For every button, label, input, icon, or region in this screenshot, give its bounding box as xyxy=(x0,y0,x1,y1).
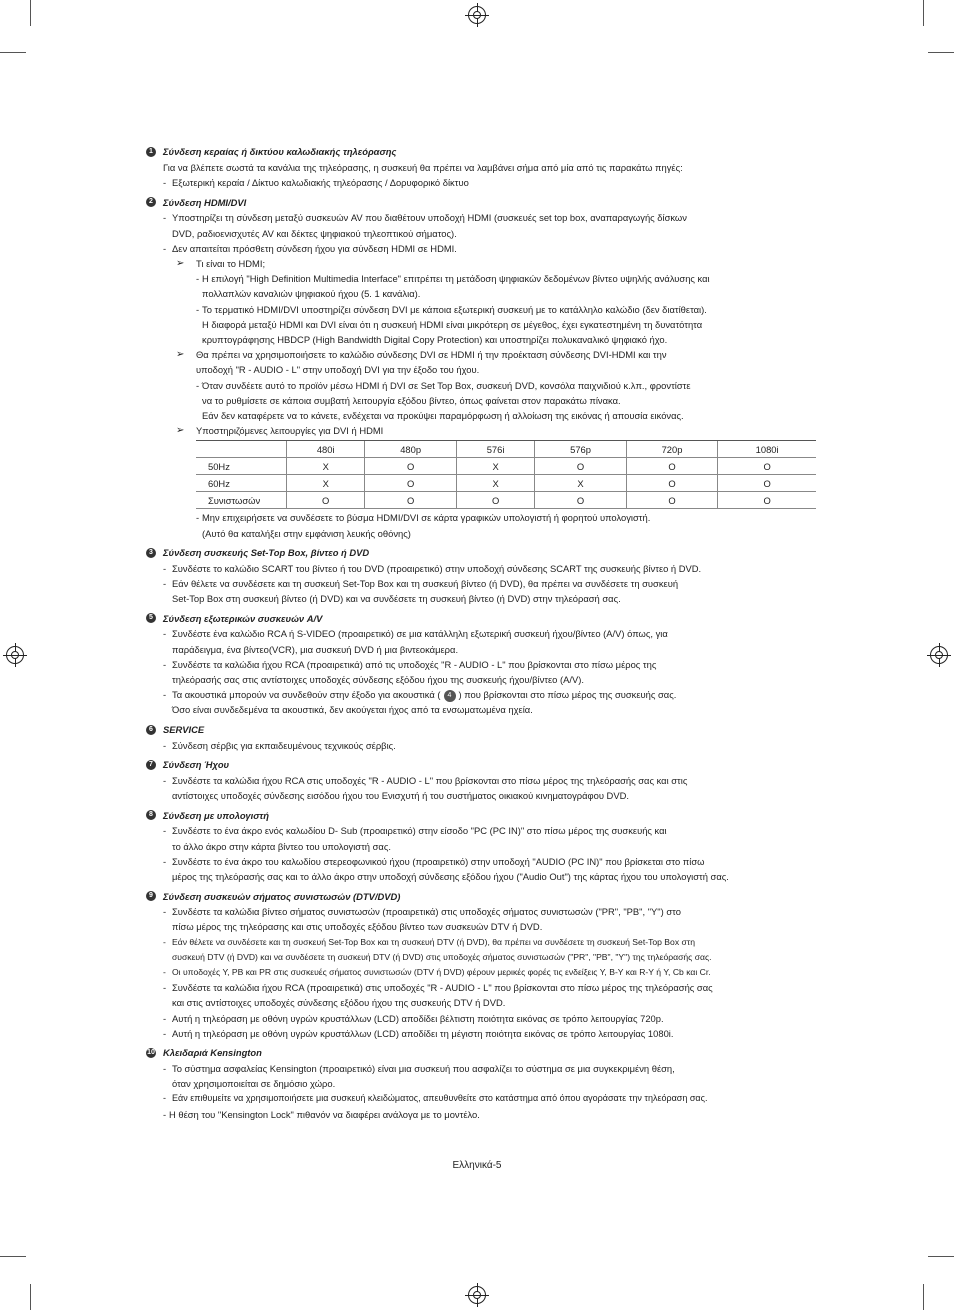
section-kensington xyxy=(146,1045,826,1122)
bullet-continuation: παράδειγμα, ένα βίντεο(VCR), μια συσκευή DVD ή μια βιντεοκάμερα. xyxy=(172,643,459,655)
crop-mark xyxy=(0,52,26,53)
section-number: 6 xyxy=(146,725,156,735)
table-cell: O xyxy=(535,458,626,475)
section-hdmi xyxy=(146,194,826,540)
registration-mark-right xyxy=(930,646,948,664)
table-header-cell: 576i xyxy=(456,441,534,458)
registration-mark-top xyxy=(468,6,486,24)
section-title: Σύνδεση Ήχου xyxy=(163,759,230,771)
bullet-item: - Συνδέστε τα καλώδια ήχου RCA (προαιρετικά) στις υποδοχές "R - AUDIO - L" που βρίσκονται στο πίσω μέρος της τηλεόρασής σας xyxy=(163,982,713,994)
bullet-continuation: πίσω μέρος της τηλεόρασης και στις υποδοχές εξόδου βίντεο των συσκευών DTV ή DVD. xyxy=(172,921,543,933)
table-cell: O xyxy=(626,475,717,492)
table-cell: X xyxy=(456,475,534,492)
bullet-continuation: αντίστοιχες υποδοχές σύνδεσης εισόδου ήχου του Ενισχυτή ή του συστήματος οικιακού κινηματογράφου DVD. xyxy=(172,790,629,802)
section-number: 5 xyxy=(146,613,156,623)
table-cell: O xyxy=(535,492,626,509)
section-number: 3 xyxy=(146,548,156,558)
table-cell: 50Hz xyxy=(196,458,287,475)
bullet-item: - Συνδέστε τα καλώδια βίντεο σήματος συνιστωσών (προαιρετικά) στις υποδοχές σήματος συνιστωσών ("PR", "PB", "Y") στο xyxy=(163,906,681,918)
section-title: Σύνδεση με υπολογιστή xyxy=(163,809,269,821)
section-external-av xyxy=(146,610,826,717)
bullet-item: - Τα ακουστικά μπορούν να συνδεθούν στην έξοδο για ακουστικά ( 4 ) που βρίσκονται στο πίσω μέρος της συσκευής σας. xyxy=(163,689,677,701)
note-item: ➢ Υποστηριζόμενες λειτουργίες για DVI ή HDMI xyxy=(146,423,826,438)
section-settopbox xyxy=(146,545,826,607)
crop-mark xyxy=(30,0,31,26)
section-number: 8 xyxy=(146,810,156,820)
note-line: Η διαφορά μεταξύ HDMI και DVI είναι ότι η συσκευή HDMI είναι μικρότερη σε μέγεθος, έχει εγκατεστημένη τη δυνατότητα xyxy=(202,318,703,330)
bullet-continuation: όταν χρησιμοποιείται σε δημόσιο χώρο. xyxy=(172,1078,336,1090)
paragraph: Για να βλέπετε σωστά τα κανάλια της τηλεόρασης, η συσκευή θα πρέπει να λαμβάνει σήμα από μία από τις παρακάτω πηγές: xyxy=(163,162,683,173)
page-number: Ελληνικά-5 xyxy=(452,1160,502,1171)
note-line: - Μην επιχειρήσετε να συνδέσετε το βύσμα HDMI/DVI σε κάρτα γραφικών υπολογιστή ή φορητού υπολογιστή. xyxy=(196,512,651,524)
crop-mark xyxy=(928,52,954,53)
table-cell: 60Hz xyxy=(196,475,287,492)
note-line: υποδοχή "R - AUDIO - L" στην υποδοχή DVI για την έξοδο του ήχου. xyxy=(196,364,480,376)
table-cell: X xyxy=(456,458,534,475)
bullet-item: - Οι υποδοχές Y, PB και PR στις συσκευές σήματος συνιστωσών (DTV ή DVD) φέρουν μερικές φορές τις ενδείξεις Y, B-Y και R-Y ή Y, Cb και Cr. xyxy=(163,966,711,977)
crop-mark xyxy=(928,1256,954,1257)
table-cell: O xyxy=(365,492,456,509)
section-title: Σύνδεση συσκευών σήματος συνιστωσών (DTV/DVD) xyxy=(163,890,401,902)
bullet-item: - Αυτή η τηλεόραση με οθόνη υγρών κρυστάλλων (LCD) αποδίδει βέλτιστη ποιότητα εικόνας σε τρόπο λειτουργίας 720p. xyxy=(163,1012,664,1024)
note-item: ➢ Τι είναι το HDMI; xyxy=(146,256,826,271)
table-header-cell xyxy=(196,441,287,458)
table-header-cell: 1080i xyxy=(718,441,816,458)
section-antenna xyxy=(146,144,826,190)
table-cell: O xyxy=(718,458,816,475)
table-cell: Συνιστωσών xyxy=(196,492,287,509)
note-line: - Η επιλογή "High Definition Multimedia Interface" επιτρέπει τη μετάδοση ψηφιακών δεδομένων βίντεο υψηλής ανάλυσης και xyxy=(196,273,710,285)
section-number: 7 xyxy=(146,760,156,770)
bullet-item: - Συνδέστε ένα καλώδιο RCA ή S-VIDEO (προαιρετικό) σε μια κατάλληλη εξωτερική συσκευή ήχου/βίντεο (A/V) όπως, για xyxy=(163,628,668,640)
table-cell: O xyxy=(456,492,534,509)
note-arrow-icon: ➢ xyxy=(176,349,185,361)
section-title: Σύνδεση κεραίας ή δικτύου καλωδιακής τηλεόρασης xyxy=(163,146,397,158)
bullet-item: - Η θέση του "Kensington Lock" πιθανόν να διαφέρει ανάλογα με το μοντέλο. xyxy=(163,1108,480,1120)
bullet-item: - Συνδέστε το ένα άκρο του καλωδίου στερεοφωνικού ήχου (προαιρετικό) στην υποδοχή "AUDIO (PC IN)" που βρίσκεται στο πίσω xyxy=(163,855,705,867)
table-cell: O xyxy=(626,458,717,475)
section-number: 9 xyxy=(146,891,156,901)
supported-modes-table xyxy=(196,440,816,509)
table-header-cell: 720p xyxy=(626,441,717,458)
section-title: Κλειδαριά Kensington xyxy=(163,1047,262,1059)
note-line: - Όταν συνδέετε αυτό το προϊόν μέσω HDMI ή DVI σε Set Top Box, συσκευή DVD, κονσόλα παιχνιδιού κ.λπ., φροντίστε xyxy=(196,379,691,391)
table-cell: X xyxy=(535,475,626,492)
registration-mark-left xyxy=(6,646,24,664)
table-row xyxy=(196,475,816,492)
table-cell: O xyxy=(287,492,365,509)
section-title: SERVICE xyxy=(163,724,205,736)
note-line: κρυπτογράφησης HBDCP (High Bandwidth Digital Copy Protection) και υποστηρίζει πολυκαναλικό ψηφιακό ήχο. xyxy=(202,334,668,346)
note-item: ➢ Θα πρέπει να χρησιμοποιήσετε το καλώδιο σύνδεσης DVI σε HDMI ή την προέκταση σύνδεσης DVI-HDMI και την xyxy=(146,347,826,362)
table-cell: O xyxy=(718,492,816,509)
crop-mark xyxy=(0,1256,26,1257)
bullet-item: - Δεν απαιτείται πρόσθετη σύνδεση ήχου για σύνδεση HDMI σε HDMI. xyxy=(163,242,457,254)
registration-mark-bottom xyxy=(468,1286,486,1304)
bullet-item: - Συνδέστε το ένα άκρο ενός καλωδίου D- Sub (προαιρετικό) στην είσοδο "PC (PC IN)" στο πίσω μέρος της συσκευής και xyxy=(163,825,667,837)
section-title: Σύνδεση εξωτερικών συσκευών A/V xyxy=(163,612,323,624)
crop-mark xyxy=(923,1284,924,1310)
note-arrow-icon: ➢ xyxy=(176,425,185,437)
section-title: Σύνδεση HDMI/DVI xyxy=(163,196,247,208)
table-cell: X xyxy=(287,458,365,475)
table-cell: O xyxy=(365,458,456,475)
note-line: πολλαπλών καναλιών ψηφιακού ήχου (5. 1 κανάλια). xyxy=(202,288,421,300)
bullet-continuation: Όσο είναι συνδεδεμένα τα ακουστικά, δεν ακούγεται ήχος από τα ενσωματωμένα ηχεία. xyxy=(172,704,533,716)
section-service xyxy=(146,722,826,753)
bullet-item: - Συνδέστε τα καλώδια ήχου RCA στις υποδοχές "R - AUDIO - L" που βρίσκονται στο πίσω μέρος της τηλεόρασής σας και στις xyxy=(163,774,688,786)
bullet-item: - Εξωτερική κεραία / Δίκτυο καλωδιακής τηλεόρασης / Δορυφορικό δίκτυο xyxy=(163,177,469,189)
bullet-item: - Το σύστημα ασφαλείας Kensington (προαιρετικό) είναι μια συσκευή που ασφαλίζει το σύστημα σε μια συγκεκριμένη θέση, xyxy=(163,1062,675,1074)
crop-mark xyxy=(30,1284,31,1310)
note-line: - Το τερματικό HDMI/DVI υποστηρίζει σύνδεση DVI με κάποια εξωτερική συσκευή με το κατάλληλο καλώδιο (δεν διατίθεται). xyxy=(196,303,707,315)
section-component xyxy=(146,888,826,1041)
crop-mark xyxy=(923,0,924,26)
note-line: Εάν δεν καταφέρετε να το κάνετε, ενδέχεται να προκύψει παραμόρφωση ή αλλοίωση της εικόνας ή απουσία εικόνας. xyxy=(202,410,684,422)
table-row xyxy=(196,458,816,475)
bullet-item: - Υποστηρίζει τη σύνδεση μεταξύ συσκευών AV που διαθέτουν υποδοχή HDMI (συσκευές set top box, αναπαραγωγής δίσκων xyxy=(163,212,687,224)
document-body xyxy=(146,144,826,1126)
bullet-item: - Αυτή η τηλεόραση με οθόνη υγρών κρυστάλλων (LCD) αποδίδει τη μέγιστη ποιότητα εικόνας σε τρόπο λειτουργίας 1080i. xyxy=(163,1027,674,1039)
bullet-continuation: Set-Top Box στη συσκευή βίντεο (ή DVD) και να συνδέσετε τη συσκευή βίντεο (ή DVD) στην τηλεόρασή σας. xyxy=(172,593,621,605)
note-arrow-icon: ➢ xyxy=(176,258,185,270)
table-row xyxy=(196,492,816,509)
bullet-continuation: το άλλο άκρο στην κάρτα βίντεο του υπολογιστή σας. xyxy=(172,840,391,852)
table-header-cell: 480p xyxy=(365,441,456,458)
table-cell: X xyxy=(287,475,365,492)
bullet-continuation: μέρος της τηλεόρασής σας και το άλλο άκρο στην υποδοχή σύνδεσης εξόδου ήχου ("Audio Out") της κάρτας ήχου του υπολογιστή σας. xyxy=(172,870,729,882)
section-audio xyxy=(146,757,826,803)
bullet-continuation: και στις αντίστοιχες υποδοχές σύνδεσης εξόδου ήχου της συσκευής DTV ή DVD. xyxy=(172,997,506,1009)
table-cell: O xyxy=(365,475,456,492)
table-cell: O xyxy=(626,492,717,509)
bullet-continuation: DVD, ραδιοενισχυτές AV και δέκτες ψηφιακού τηλεοπτικού σήματος). xyxy=(172,227,457,239)
bullet-item: - Εάν επιθυμείτε να χρησιμοποιήσετε μια συσκευή κλειδώματος, απευθυνθείτε στο κατάστημα από όπου αγοράσατε την τηλεόραση σας. xyxy=(163,1093,708,1104)
note-line: (Αυτό θα καταλήξει στην εμφάνιση λευκής οθόνης) xyxy=(202,527,411,539)
bullet-continuation: συσκευή DTV (ή DVD) και να συνδέσετε τη συσκευή DTV (ή DVD) στις υποδοχές σήματος συνιστωσών ("PR", "PB", "Y") της τηλεόρασής σας. xyxy=(172,951,712,962)
bullet-item: - Σύνδεση σέρβις για εκπαιδευμένους τεχνικούς σέρβις. xyxy=(163,739,396,751)
table-header-cell: 480i xyxy=(287,441,365,458)
bullet-item: - Εάν θέλετε να συνδέσετε και τη συσκευή Set-Top Box και τη συσκευή DTV (ή DVD), θα πρέπει να συνδέσετε τη συσκευή Set-Top Box στη xyxy=(163,936,695,947)
table-cell: O xyxy=(718,475,816,492)
bullet-item: - Συνδέστε το καλώδιο SCART του βίντεο ή του DVD (προαιρετικό) στην υποδοχή σύνδεσης SCART της συσκευής βίντεο ή DVD. xyxy=(163,562,702,574)
bullet-item: - Εάν θέλετε να συνδέσετε και τη συσκευή Set-Top Box και τη συσκευή βίντεο (ή DVD), θα πρέπει να συνδέσετε τη συσκευή xyxy=(163,578,679,590)
section-number: 2 xyxy=(146,197,156,207)
bullet-continuation: τηλεόρασής σας στις αντίστοιχες υποδοχές σύνδεσης εξόδου ήχου της συσκευής ήχου/βίντεο (A/V). xyxy=(172,674,584,686)
section-number: 10 xyxy=(147,1048,155,1056)
bullet-item: - Συνδέστε τα καλώδια ήχου RCA (προαιρετικά) από τις υποδοχές "R - AUDIO - L" που βρίσκονται στο πίσω μέρος της xyxy=(163,658,657,670)
note-line: να το ρυθμίσετε σε κάποια συμβατή λειτουργία εξόδου βίντεο, όπως φαίνεται στον παρακάτω πίνακα. xyxy=(202,394,621,406)
section-number: 1 xyxy=(146,147,156,157)
headphone-jack-number-icon: 4 xyxy=(444,690,456,702)
table-header-cell: 576p xyxy=(535,441,626,458)
table-header-row xyxy=(196,441,816,458)
section-pc xyxy=(146,807,826,884)
section-title: Σύνδεση συσκευής Set-Top Box, βίντεο ή DVD xyxy=(163,547,370,559)
